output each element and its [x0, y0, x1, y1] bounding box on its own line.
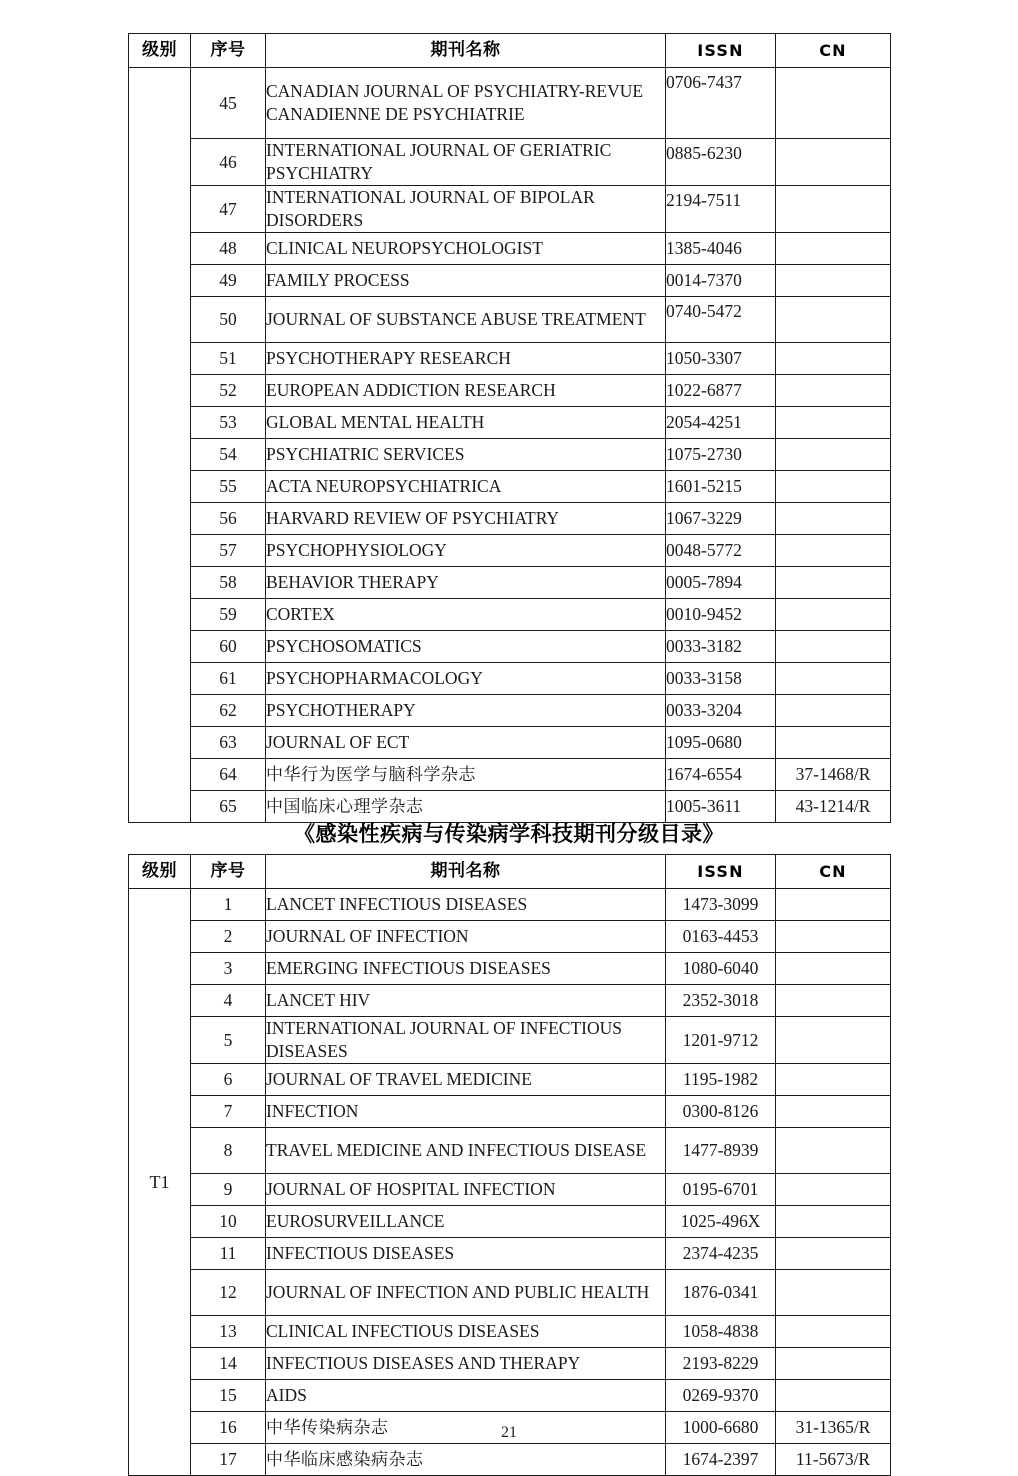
journal-name-cell: GLOBAL MENTAL HEALTH [266, 407, 666, 439]
table-2-header [129, 855, 891, 889]
journal-name-cell: EUROPEAN ADDICTION RESEARCH [266, 375, 666, 407]
row-number-cell: 17 [191, 1444, 266, 1476]
table-row [129, 953, 891, 985]
table-row [129, 759, 891, 791]
issn-cell: 2193-8229 [666, 1348, 776, 1380]
table-row [129, 297, 891, 343]
row-number-cell: 48 [191, 233, 266, 265]
cn-cell [776, 503, 891, 535]
table-row [129, 471, 891, 503]
table-row [129, 631, 891, 663]
journal-name-cell: INTERNATIONAL JOURNAL OF INFECTIOUS DISEASES [266, 1017, 666, 1064]
journal-name-cell: JOURNAL OF TRAVEL MEDICINE [266, 1064, 666, 1096]
cn-cell [776, 889, 891, 921]
row-number-cell: 53 [191, 407, 266, 439]
journal-name-cell: PSYCHOTHERAPY [266, 695, 666, 727]
table-row [129, 1128, 891, 1174]
issn-cell: 1058-4838 [666, 1316, 776, 1348]
table-row [129, 503, 891, 535]
table-row [129, 68, 891, 139]
level-cell: T1 [129, 889, 191, 1476]
journal-name-cell: JOURNAL OF INFECTION [266, 921, 666, 953]
journal-table-1 [128, 33, 891, 823]
journal-name-cell: INTERNATIONAL JOURNAL OF GERIATRIC PSYCHIATRY [266, 139, 666, 186]
journal-name-cell: EMERGING INFECTIOUS DISEASES [266, 953, 666, 985]
journal-name-cell: JOURNAL OF INFECTION AND PUBLIC HEALTH [266, 1270, 666, 1316]
table-row [129, 921, 891, 953]
journal-name-cell: BEHAVIOR THERAPY [266, 567, 666, 599]
issn-cell: 0033-3182 [666, 631, 776, 663]
issn-cell: 1095-0680 [666, 727, 776, 759]
journal-name-cell: PSYCHOTHERAPY RESEARCH [266, 343, 666, 375]
issn-cell: 0740-5472 [666, 297, 776, 343]
row-number-cell: 45 [191, 68, 266, 139]
table-row [129, 727, 891, 759]
issn-cell: 1000-6680 [666, 1412, 776, 1444]
cn-cell [776, 375, 891, 407]
table-row [129, 439, 891, 471]
issn-cell: 1674-6554 [666, 759, 776, 791]
cn-cell [776, 297, 891, 343]
journal-name-cell: PSYCHOPHARMACOLOGY [266, 663, 666, 695]
cn-cell: 11-5673/R [776, 1444, 891, 1476]
journal-table-1-block [128, 33, 890, 823]
cn-cell [776, 233, 891, 265]
row-number-cell: 64 [191, 759, 266, 791]
row-number-cell: 57 [191, 535, 266, 567]
cn-cell [776, 1174, 891, 1206]
table-row [129, 1017, 891, 1064]
cn-cell [776, 471, 891, 503]
row-number-cell: 12 [191, 1270, 266, 1316]
journal-name-cell: PSYCHOSOMATICS [266, 631, 666, 663]
row-number-cell: 61 [191, 663, 266, 695]
cn-cell [776, 186, 891, 233]
row-number-cell: 54 [191, 439, 266, 471]
table-row [129, 1174, 891, 1206]
row-number-cell: 65 [191, 791, 266, 823]
page-number: 21 [501, 1424, 517, 1441]
table-row [129, 535, 891, 567]
column-header-cn: CN [776, 855, 891, 889]
journal-name-cell: ACTA NEUROPSYCHIATRICA [266, 471, 666, 503]
table-row [129, 407, 891, 439]
level-cell [129, 68, 191, 823]
journal-name-cell: JOURNAL OF SUBSTANCE ABUSE TREATMENT [266, 297, 666, 343]
column-header-name: 期刊名称 [266, 34, 666, 68]
table-row [129, 1096, 891, 1128]
row-number-cell: 13 [191, 1316, 266, 1348]
column-header-no: 序号 [191, 34, 266, 68]
journal-name-cell: INTERNATIONAL JOURNAL OF BIPOLAR DISORDERS [266, 186, 666, 233]
issn-cell: 1075-2730 [666, 439, 776, 471]
row-number-cell: 15 [191, 1380, 266, 1412]
row-number-cell: 1 [191, 889, 266, 921]
row-number-cell: 59 [191, 599, 266, 631]
cn-cell [776, 265, 891, 297]
row-number-cell: 46 [191, 139, 266, 186]
row-number-cell: 62 [191, 695, 266, 727]
issn-cell: 1601-5215 [666, 471, 776, 503]
table-row [129, 265, 891, 297]
row-number-cell: 58 [191, 567, 266, 599]
issn-cell: 1385-4046 [666, 233, 776, 265]
table-row [129, 1380, 891, 1412]
issn-cell: 1025-496X [666, 1206, 776, 1238]
journal-name-cell: AIDS [266, 1380, 666, 1412]
cn-cell [776, 985, 891, 1017]
cn-cell [776, 535, 891, 567]
row-number-cell: 55 [191, 471, 266, 503]
row-number-cell: 60 [191, 631, 266, 663]
row-number-cell: 6 [191, 1064, 266, 1096]
issn-cell: 1050-3307 [666, 343, 776, 375]
cn-cell [776, 407, 891, 439]
journal-name-cell: LANCET INFECTIOUS DISEASES [266, 889, 666, 921]
table-row [129, 1206, 891, 1238]
cn-cell [776, 727, 891, 759]
column-header-no: 序号 [191, 855, 266, 889]
issn-cell: 2352-3018 [666, 985, 776, 1017]
table-row [129, 343, 891, 375]
cn-cell: 43-1214/R [776, 791, 891, 823]
cn-cell [776, 1380, 891, 1412]
issn-cell: 0163-4453 [666, 921, 776, 953]
row-number-cell: 2 [191, 921, 266, 953]
table-row [129, 599, 891, 631]
row-number-cell: 47 [191, 186, 266, 233]
issn-cell: 1022-6877 [666, 375, 776, 407]
row-number-cell: 49 [191, 265, 266, 297]
cn-cell [776, 343, 891, 375]
table-header-row [129, 34, 891, 68]
row-number-cell: 7 [191, 1096, 266, 1128]
cn-cell [776, 1206, 891, 1238]
cn-cell: 37-1468/R [776, 759, 891, 791]
table-row [129, 1316, 891, 1348]
journal-name-cell: JOURNAL OF ECT [266, 727, 666, 759]
row-number-cell: 5 [191, 1017, 266, 1064]
journal-name-cell: CLINICAL NEUROPSYCHOLOGIST [266, 233, 666, 265]
row-number-cell: 4 [191, 985, 266, 1017]
table-row [129, 1270, 891, 1316]
journal-name-cell: JOURNAL OF HOSPITAL INFECTION [266, 1174, 666, 1206]
journal-name-cell: HARVARD REVIEW OF PSYCHIATRY [266, 503, 666, 535]
journal-name-cell: PSYCHIATRIC SERVICES [266, 439, 666, 471]
cn-cell: 31-1365/R [776, 1412, 891, 1444]
table-row [129, 1348, 891, 1380]
page-title: 《感染性疾病与传染病学科技期刊分级目录》 [294, 822, 724, 846]
issn-cell: 1674-2397 [666, 1444, 776, 1476]
journal-name-cell: PSYCHOPHYSIOLOGY [266, 535, 666, 567]
cn-cell [776, 631, 891, 663]
cn-cell [776, 567, 891, 599]
cn-cell [776, 68, 891, 139]
column-header-level: 级别 [129, 34, 191, 68]
issn-cell: 0300-8126 [666, 1096, 776, 1128]
issn-cell: 1473-3099 [666, 889, 776, 921]
issn-cell: 0195-6701 [666, 1174, 776, 1206]
table-row [129, 985, 891, 1017]
issn-cell: 1876-0341 [666, 1270, 776, 1316]
row-number-cell: 11 [191, 1238, 266, 1270]
cn-cell [776, 1096, 891, 1128]
table-1-body [129, 68, 891, 823]
column-header-level: 级别 [129, 855, 191, 889]
table-row [129, 233, 891, 265]
row-number-cell: 50 [191, 297, 266, 343]
section-title-block [128, 818, 890, 848]
journal-name-cell: INFECTIOUS DISEASES [266, 1238, 666, 1270]
issn-cell: 0014-7370 [666, 265, 776, 297]
issn-cell: 1201-9712 [666, 1017, 776, 1064]
issn-cell: 0010-9452 [666, 599, 776, 631]
cn-cell [776, 1316, 891, 1348]
column-header-name: 期刊名称 [266, 855, 666, 889]
row-number-cell: 56 [191, 503, 266, 535]
issn-cell: 1477-8939 [666, 1128, 776, 1174]
journal-name-cell: LANCET HIV [266, 985, 666, 1017]
issn-cell: 0048-5772 [666, 535, 776, 567]
journal-name-cell: CORTEX [266, 599, 666, 631]
row-number-cell: 16 [191, 1412, 266, 1444]
cn-cell [776, 139, 891, 186]
journal-name-cell: FAMILY PROCESS [266, 265, 666, 297]
row-number-cell: 52 [191, 375, 266, 407]
issn-cell: 0033-3158 [666, 663, 776, 695]
row-number-cell: 3 [191, 953, 266, 985]
journal-name-cell: TRAVEL MEDICINE AND INFECTIOUS DISEASE [266, 1128, 666, 1174]
cn-cell [776, 1128, 891, 1174]
issn-cell: 0033-3204 [666, 695, 776, 727]
journal-name-cell: INFECTIOUS DISEASES AND THERAPY [266, 1348, 666, 1380]
issn-cell: 2054-4251 [666, 407, 776, 439]
cn-cell [776, 599, 891, 631]
table-row [129, 375, 891, 407]
journal-table-2 [128, 854, 891, 1476]
journal-name-cell: CANADIAN JOURNAL OF PSYCHIATRY-REVUE CANADIENNE DE PSYCHIATRIE [266, 68, 666, 139]
row-number-cell: 14 [191, 1348, 266, 1380]
table-2-body [129, 889, 891, 1476]
journal-table-2-block [128, 854, 890, 1476]
cn-cell [776, 953, 891, 985]
row-number-cell: 63 [191, 727, 266, 759]
journal-name-cell: EUROSURVEILLANCE [266, 1206, 666, 1238]
table-row [129, 186, 891, 233]
journal-name-cell: CLINICAL INFECTIOUS DISEASES [266, 1316, 666, 1348]
table-row [129, 889, 891, 921]
journal-name-cell: 中华行为医学与脑科学杂志 [266, 759, 666, 791]
table-row [129, 1444, 891, 1476]
table-row [129, 567, 891, 599]
cn-cell [776, 439, 891, 471]
cn-cell [776, 921, 891, 953]
cn-cell [776, 1348, 891, 1380]
journal-name-cell: 中华临床感染病杂志 [266, 1444, 666, 1476]
table-row [129, 695, 891, 727]
issn-cell: 2194-7511 [666, 186, 776, 233]
cn-cell [776, 1017, 891, 1064]
row-number-cell: 51 [191, 343, 266, 375]
cn-cell [776, 1270, 891, 1316]
table-row [129, 1064, 891, 1096]
issn-cell: 0005-7894 [666, 567, 776, 599]
cn-cell [776, 1064, 891, 1096]
issn-cell: 1005-3611 [666, 791, 776, 823]
column-header-issn: ISSN [666, 34, 776, 68]
table-row [129, 663, 891, 695]
issn-cell: 2374-4235 [666, 1238, 776, 1270]
table-row [129, 1238, 891, 1270]
journal-name-cell: 中华传染病杂志 [266, 1412, 666, 1444]
column-header-cn: CN [776, 34, 891, 68]
cn-cell [776, 1238, 891, 1270]
issn-cell: 1195-1982 [666, 1064, 776, 1096]
issn-cell: 0885-6230 [666, 139, 776, 186]
row-number-cell: 10 [191, 1206, 266, 1238]
journal-name-cell: INFECTION [266, 1096, 666, 1128]
row-number-cell: 8 [191, 1128, 266, 1174]
cn-cell [776, 695, 891, 727]
issn-cell: 1080-6040 [666, 953, 776, 985]
issn-cell: 0269-9370 [666, 1380, 776, 1412]
cn-cell [776, 663, 891, 695]
table-row [129, 139, 891, 186]
table-1-header [129, 34, 891, 68]
issn-cell: 0706-7437 [666, 68, 776, 139]
column-header-issn: ISSN [666, 855, 776, 889]
issn-cell: 1067-3229 [666, 503, 776, 535]
journal-name-cell: 中国临床心理学杂志 [266, 791, 666, 823]
table-header-row [129, 855, 891, 889]
row-number-cell: 9 [191, 1174, 266, 1206]
